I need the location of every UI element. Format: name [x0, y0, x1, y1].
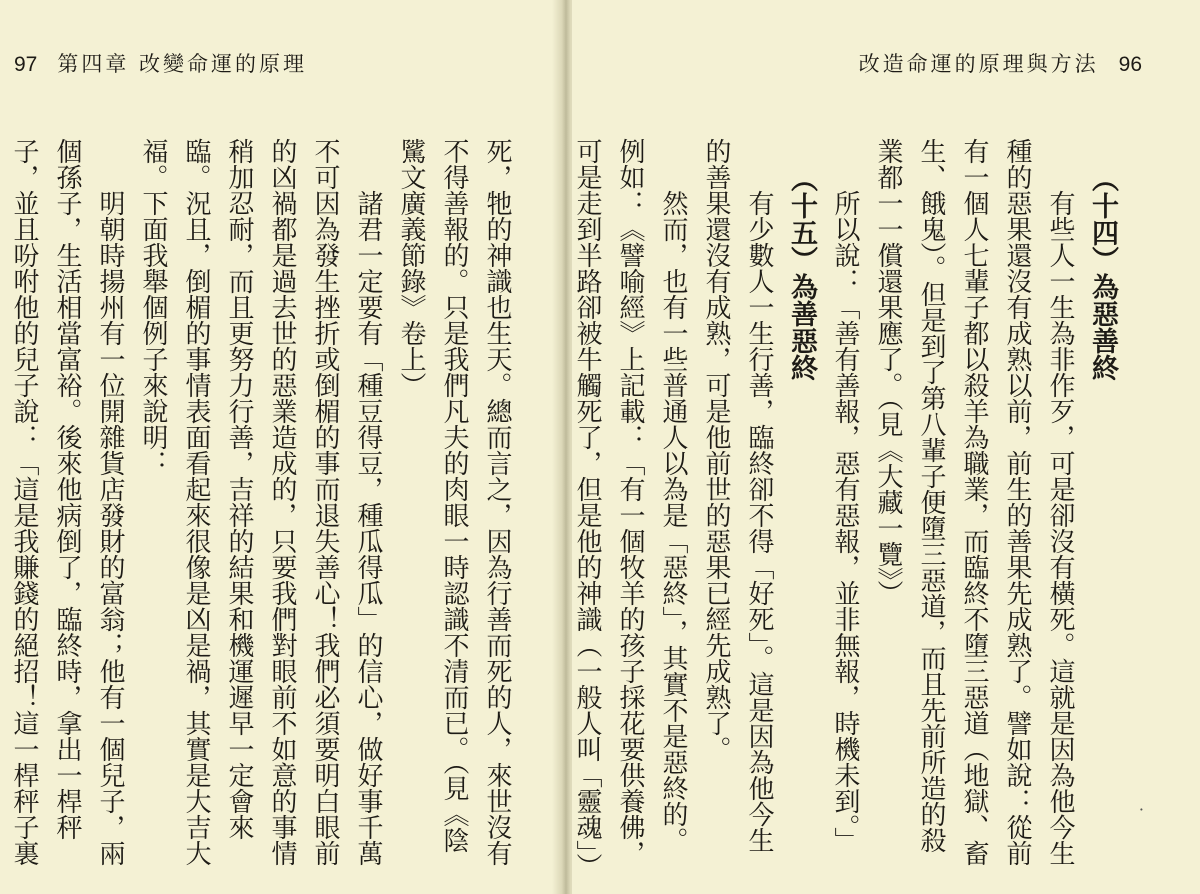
- left-paragraph-3: 明朝時揚州有一位開雜貨店發財的富翁；他有一個兒子，兩個孫子，生活相當富裕。後來他病倒了，臨終時，拿出一桿秤子，並且吩咐他的兒子說：「這是我賺錢的絕招！這一桿秤子裏: [9, 138, 125, 866]
- right-running-head-title: 改造命運的原理與方法: [858, 52, 1099, 76]
- section-heading-14: （十四）為惡善終: [1087, 165, 1118, 381]
- section-heading-15: （十五）為善惡終: [786, 165, 817, 381]
- left-page-body: [0, 138, 518, 878]
- left-page: [0, 0, 560, 894]
- right-page-number: 96: [1118, 53, 1142, 76]
- right-page-body: [572, 138, 1124, 878]
- section-14-paragraph-2: 所以說：「善有善報，惡有惡報，並非無報，時機未到。」: [830, 190, 860, 853]
- section-15-paragraph-1: 有少數人一生行善，臨終卻不得「好死」。這是因為他今生的善果還沒有成熟，可是他前世的惡果已經先成熟了。: [701, 138, 774, 853]
- section-14-paragraph-1: 有些人一生為非作歹，可是卻沒有橫死。這就是因為他今生種的惡果還沒有成熟以前，前生的善果先成熟了。譬如說：從前有一個人七輩子都以殺羊為職業，而臨終不墮三惡道（地獄、畜生、餓鬼）。但是到了第八輩子便墮三惡道，而且先前所造的殺業都一一償還果應了。（見《大藏一覽》）: [873, 138, 1075, 866]
- left-paragraph-2: 諸君一定要有「種豆得豆，種瓜得瓜」的信心，做好事千萬不可因為發生挫折或倒楣的事而退失善心！我們必須要明白眼前的凶禍都是過去世的惡業造成的，只要我們對眼前不如意的事情稍加忍耐，而且更努力行善，吉祥的結果和機運遲早一定會來臨。況且，倒楣的事情表面看起來很像是凶是禍，其實是大吉大福。下面我舉個例子來說明：: [138, 138, 383, 866]
- left-running-header: [14, 48, 307, 78]
- right-running-header: [859, 48, 1142, 78]
- right-page: [572, 0, 1200, 894]
- left-running-head-title: 第四章 改變命運的原理: [57, 52, 308, 76]
- section-15-paragraph-2: 然而，也有一些普通人以為是「惡終」，其實不是惡終的。例如：《譬喻經》上記載：「有一個牧羊的孩子採花要供養佛，可是走到半路卻被牛觸死了，但是他的神識（一般人叫「靈魂」）: [572, 138, 688, 866]
- left-paragraph-1: 死，牠的神識也生天。總而言之，因為行善而死的人，來世沒有不得善報的。只是我們凡夫的肉眼一時認識不清而已。（見《陰騭文廣義節錄》卷上）: [396, 138, 512, 866]
- page-mark: ·: [1138, 800, 1144, 819]
- left-page-number: 97: [14, 53, 38, 76]
